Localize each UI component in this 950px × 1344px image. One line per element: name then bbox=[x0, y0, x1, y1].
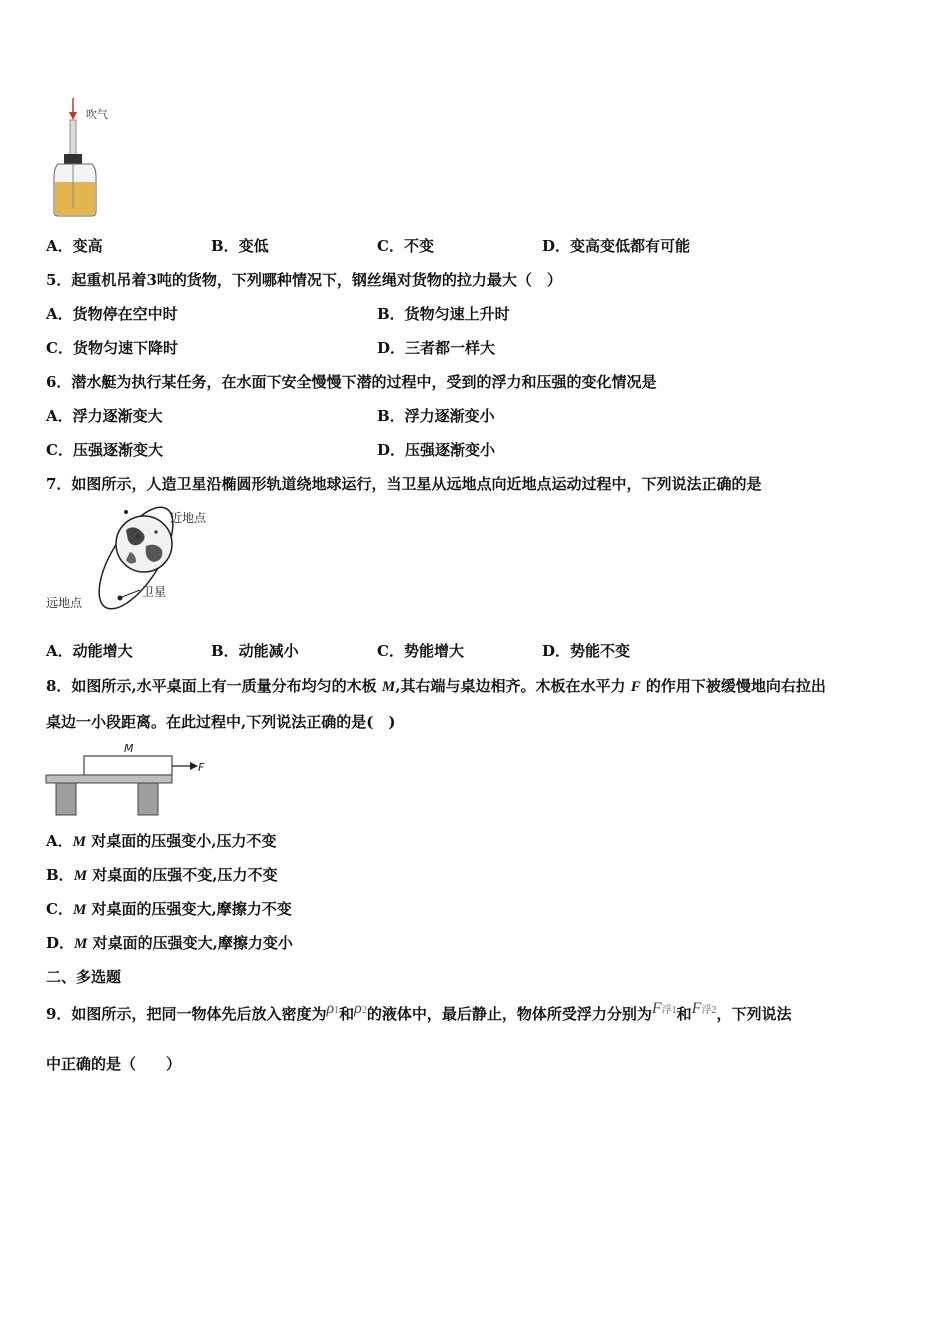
board-label: M bbox=[124, 742, 134, 755]
apogee-label: 远地点 bbox=[46, 596, 83, 610]
satellite-label: 卫星 bbox=[142, 585, 167, 599]
q7-option-d[interactable]: D．势能不变 bbox=[542, 642, 631, 660]
force-label: F bbox=[198, 761, 205, 774]
q5-option-a[interactable]: A．货物停在空中时 bbox=[46, 305, 178, 323]
q8-option-c[interactable]: C．M 对桌面的压强变大,摩擦力不变 bbox=[46, 900, 292, 918]
q4-option-d[interactable]: D．变高变低都有可能 bbox=[542, 237, 691, 255]
blow-label: 吹气 bbox=[86, 108, 108, 121]
q6-option-c[interactable]: C．压强逐渐变大 bbox=[46, 441, 163, 459]
q4-option-c[interactable]: C．不变 bbox=[377, 237, 434, 255]
board-table-figure bbox=[44, 741, 214, 817]
blow-bottle-figure bbox=[46, 98, 146, 220]
q7-option-c[interactable]: C．势能增大 bbox=[377, 642, 464, 660]
q7-option-a[interactable]: A．动能增大 bbox=[46, 642, 133, 660]
q6-stem: 6．潜水艇为执行某任务，在水面下安全慢慢下潜的过程中，受到的浮力和压强的变化情况是 bbox=[46, 373, 657, 391]
q7-stem: 7．如图所示，人造卫星沿椭圆形轨道绕地球运行，当卫星从远地点向近地点运动过程中，下列说法正确的是 bbox=[46, 475, 762, 493]
perigee-label: 近地点 bbox=[170, 511, 207, 525]
q5-option-c[interactable]: C．货物匀速下降时 bbox=[46, 339, 178, 357]
rho2-symbol: ρ2 bbox=[354, 1000, 367, 1017]
q8-stem-line2: 桌边一小段距离。在此过程中,下列说法正确的是( ) bbox=[46, 713, 396, 731]
f2-symbol: F浮2 bbox=[691, 1000, 717, 1017]
q8-option-d[interactable]: D．M 对桌面的压强变大,摩擦力变小 bbox=[46, 934, 293, 952]
satellite-orbit-figure bbox=[46, 506, 226, 616]
q8-option-a[interactable]: A．M 对桌面的压强变小,压力不变 bbox=[46, 832, 277, 850]
q5-stem: 5．起重机吊着3吨的货物，下列哪种情况下，钢丝绳对货物的拉力最大（ ） bbox=[46, 271, 562, 289]
section-2-title: 二、多选题 bbox=[46, 968, 122, 986]
q8-stem-line1: 8．如图所示,水平桌面上有一质量分布均匀的木板 M,其右端与桌边相齐。木板在水平力 F 的作用下被缓慢地向右拉出 bbox=[46, 677, 826, 695]
q5-option-b[interactable]: B．货物匀速上升时 bbox=[377, 305, 510, 323]
q6-option-a[interactable]: A．浮力逐渐变大 bbox=[46, 407, 163, 425]
q6-option-d[interactable]: D．压强逐渐变小 bbox=[377, 441, 496, 459]
q9-stem-line1: 9．如图所示，把同一物体先后放入密度为ρ1和ρ2的液体中，最后静止，物体所受浮力分别为F浮1和F浮2，下列说法 bbox=[46, 1000, 792, 1023]
q4-option-a[interactable]: A．变高 bbox=[46, 237, 103, 255]
f1-symbol: F浮1 bbox=[651, 1000, 677, 1017]
q9-stem-line2: 中正确的是（ ） bbox=[46, 1055, 182, 1073]
q5-option-d[interactable]: D．三者都一样大 bbox=[377, 339, 496, 357]
q6-option-b[interactable]: B．浮力逐渐变小 bbox=[377, 407, 495, 425]
q4-option-b[interactable]: B．变低 bbox=[211, 237, 269, 255]
q8-option-b[interactable]: B．M 对桌面的压强不变,压力不变 bbox=[46, 866, 278, 884]
q7-option-b[interactable]: B．动能减小 bbox=[211, 642, 299, 660]
rho1-symbol: ρ1 bbox=[326, 1000, 340, 1017]
